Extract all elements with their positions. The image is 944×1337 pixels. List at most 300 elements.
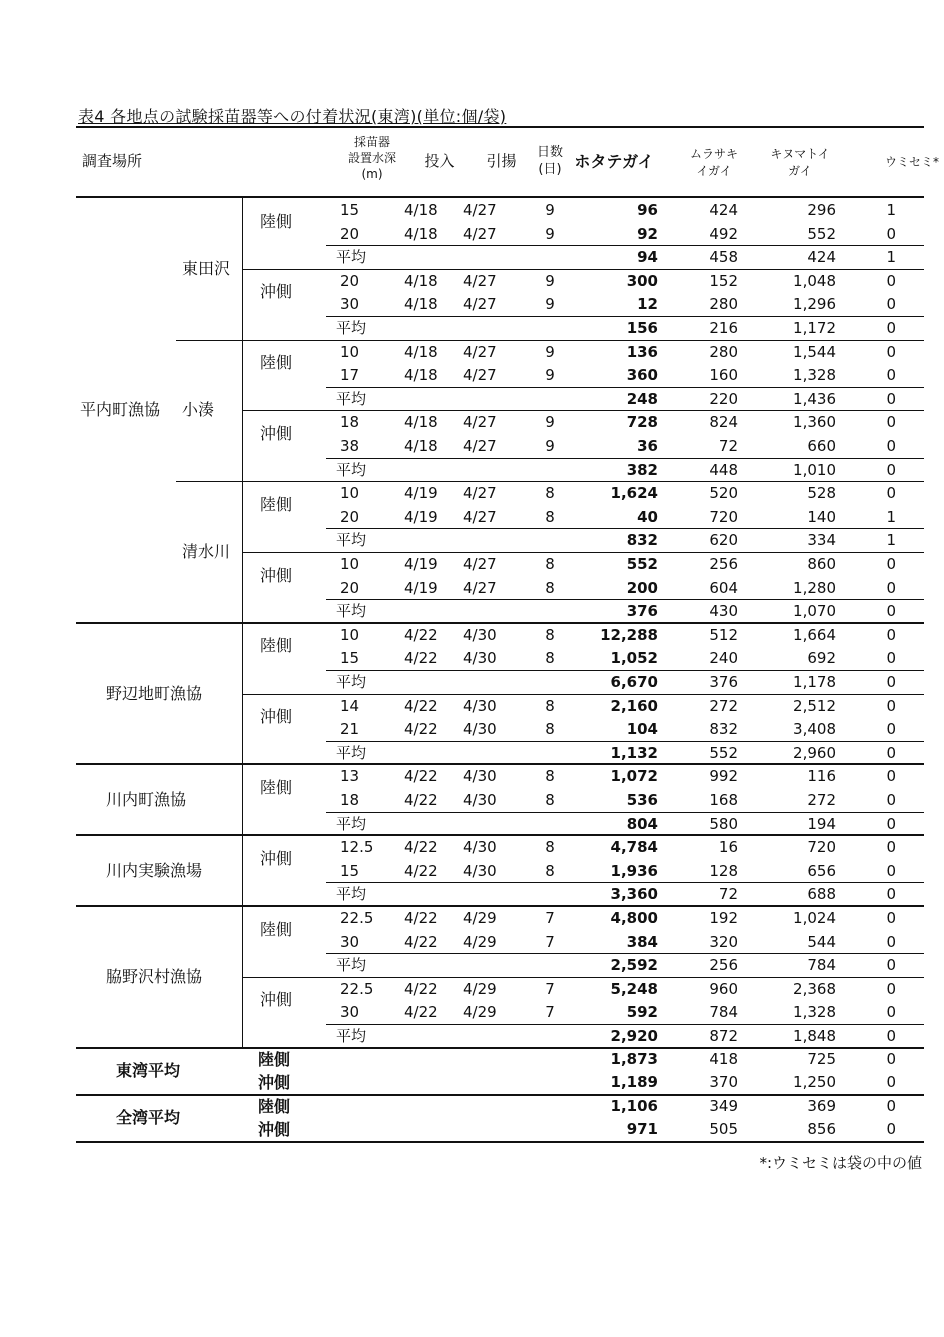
cell-depth: 22.5 [340, 979, 374, 998]
cell-murasaki: 280 [709, 295, 738, 314]
cell-murasaki: 160 [709, 366, 738, 385]
cell-depth: 22.5 [340, 909, 374, 927]
summary-side: 陸側 [258, 1049, 291, 1069]
side-label: 陸側 [260, 636, 293, 656]
side-rule [242, 410, 924, 411]
cell-umisemi: 0 [886, 342, 896, 361]
cell-hotate: 376 [626, 602, 658, 621]
avg-rule [326, 599, 924, 600]
side-vline [242, 977, 243, 1048]
cell-depth: 20 [340, 578, 360, 597]
cell-kinuma: 1,024 [793, 909, 836, 927]
cell-depth: 15 [340, 201, 360, 219]
side-rule [242, 977, 924, 978]
header-kinuma: キヌマトイ [770, 147, 830, 161]
cell-umisemi: 0 [886, 224, 896, 243]
cell-hotate: 592 [626, 1003, 658, 1022]
cell-kinuma: 424 [807, 248, 836, 267]
cell-depth: 20 [340, 224, 360, 243]
cell-kinuma: 194 [807, 814, 836, 833]
cell-kinuma: 2,368 [793, 979, 836, 998]
cell-umisemi: 0 [886, 602, 896, 621]
cell-hotate: 104 [626, 720, 658, 739]
avg-label: 平均 [336, 531, 367, 550]
avg-rule [326, 670, 924, 671]
cell-put-in: 4/22 [404, 1003, 438, 1022]
cell-pull-up: 4/27 [463, 413, 497, 432]
cell-umisemi: 0 [886, 767, 896, 786]
cell-murasaki: 580 [709, 814, 738, 833]
cell-murasaki: 220 [709, 389, 738, 408]
cell-umisemi: 0 [886, 366, 896, 385]
cell-days: 9 [545, 437, 555, 455]
cell-days: 8 [545, 720, 555, 739]
side-label: 陸側 [260, 353, 293, 373]
cell-hotate: 248 [626, 389, 658, 408]
cell-depth: 30 [340, 295, 360, 314]
cell-umisemi: 0 [886, 413, 896, 432]
cell-pull-up: 4/27 [463, 437, 497, 455]
cell-pull-up: 4/27 [463, 578, 497, 597]
cell-put-in: 4/22 [404, 861, 438, 880]
cell-depth: 13 [340, 767, 360, 786]
cell-umisemi: 0 [886, 932, 896, 951]
side-vline [242, 694, 243, 765]
header-umisemi: ウミセミ* [884, 155, 939, 169]
cell-umisemi: 0 [886, 979, 896, 998]
avg-label: 平均 [336, 319, 367, 337]
cell-hotate: 12,288 [600, 625, 658, 644]
avg-label: 平均 [336, 885, 367, 904]
cell-days: 7 [545, 909, 555, 927]
side-label: 陸側 [260, 919, 293, 939]
cell-depth: 38 [340, 437, 360, 455]
cell-hotate: 804 [626, 814, 658, 833]
cell-umisemi: 0 [886, 271, 896, 290]
cell-murasaki: 552 [709, 743, 738, 762]
cell-depth: 20 [340, 271, 360, 290]
cell-kinuma: 2,960 [793, 743, 836, 762]
cell-hotate: 12 [637, 295, 658, 314]
side-vline [242, 552, 243, 623]
cell-pull-up: 4/30 [463, 791, 497, 809]
cell-murasaki: 424 [709, 201, 738, 219]
cell-days: 9 [545, 366, 555, 385]
cell-pull-up: 4/27 [463, 224, 497, 243]
cell-kinuma: 1,664 [793, 625, 836, 644]
cell-murasaki: 824 [709, 413, 738, 432]
site-name: 東田沢 [182, 258, 231, 278]
cell-kinuma: 544 [807, 932, 836, 951]
cell-put-in: 4/22 [404, 720, 438, 739]
cell-kinuma: 692 [807, 649, 836, 668]
cell-hotate: 1,106 [610, 1096, 658, 1115]
cell-umisemi: 0 [886, 460, 896, 479]
cell-depth: 15 [340, 861, 360, 880]
cell-murasaki: 192 [709, 909, 738, 927]
avg-label: 平均 [336, 956, 367, 975]
group-name: 脇野沢村漁協 [106, 966, 203, 986]
cell-murasaki: 492 [709, 224, 738, 243]
cell-depth: 10 [340, 484, 360, 503]
cell-put-in: 4/18 [404, 413, 438, 432]
cell-hotate: 384 [626, 932, 658, 951]
cell-depth: 18 [340, 413, 360, 432]
cell-murasaki: 240 [709, 649, 738, 668]
summary-rule [76, 1141, 924, 1143]
cell-murasaki: 520 [709, 484, 738, 503]
cell-pull-up: 4/30 [463, 767, 497, 786]
cell-kinuma: 1,280 [793, 578, 836, 597]
cell-days: 9 [545, 295, 555, 314]
header-murasaki: ムラサキ [689, 147, 738, 161]
cell-murasaki: 256 [709, 555, 738, 573]
cell-put-in: 4/22 [404, 696, 438, 715]
cell-umisemi: 1 [886, 248, 896, 267]
cell-hotate: 1,052 [610, 649, 658, 668]
cell-kinuma: 1,070 [793, 602, 836, 621]
cell-murasaki: 152 [709, 271, 738, 290]
cell-umisemi: 0 [886, 1003, 896, 1022]
cell-kinuma: 1,296 [793, 295, 836, 314]
cell-days: 8 [545, 484, 555, 503]
cell-umisemi: 0 [886, 743, 896, 762]
cell-kinuma: 334 [807, 531, 836, 550]
cell-hotate: 36 [637, 437, 658, 455]
cell-kinuma: 725 [807, 1049, 836, 1068]
cell-kinuma: 528 [807, 484, 836, 503]
cell-murasaki: 512 [709, 625, 738, 644]
header-depth: 設置水深 [347, 151, 396, 165]
summary-side: 沖側 [258, 1120, 291, 1140]
cell-kinuma: 1,360 [793, 413, 836, 432]
cell-kinuma: 1,048 [793, 271, 836, 290]
table-title: 表4 各地点の試験採苗器等への付着状況(東湾)(単位:個/袋) [78, 107, 507, 126]
side-label: 陸側 [260, 211, 293, 231]
cell-kinuma: 860 [807, 555, 836, 573]
avg-label: 平均 [336, 814, 367, 833]
cell-pull-up: 4/29 [463, 932, 497, 951]
side-vline [242, 764, 243, 835]
cell-kinuma: 1,848 [793, 1027, 836, 1045]
cell-hotate: 728 [626, 413, 658, 432]
cell-pull-up: 4/27 [463, 342, 497, 361]
cell-hotate: 200 [626, 578, 658, 597]
avg-rule [326, 316, 924, 317]
cell-umisemi: 0 [886, 295, 896, 314]
cell-put-in: 4/18 [404, 295, 438, 314]
cell-kinuma: 296 [807, 201, 836, 219]
cell-put-in: 4/22 [404, 625, 438, 644]
footnote: *:ウミセミは袋の中の値 [759, 1154, 922, 1172]
cell-kinuma: 1,436 [793, 389, 836, 408]
avg-rule [326, 245, 924, 246]
cell-hotate: 94 [637, 248, 658, 267]
cell-put-in: 4/18 [404, 437, 438, 455]
cell-kinuma: 1,328 [793, 1003, 836, 1022]
cell-murasaki: 430 [709, 602, 738, 621]
cell-umisemi: 0 [886, 1096, 896, 1115]
side-label: 沖側 [260, 707, 293, 727]
cell-hotate: 300 [626, 271, 658, 290]
cell-hotate: 832 [626, 531, 658, 550]
cell-umisemi: 0 [886, 319, 896, 337]
cell-hotate: 4,784 [610, 838, 658, 857]
header-days: (日) [538, 162, 562, 177]
cell-umisemi: 1 [886, 201, 896, 219]
site-name: 清水川 [182, 542, 231, 561]
cell-kinuma: 3,408 [793, 720, 836, 739]
cell-kinuma: 1,250 [793, 1073, 836, 1092]
cell-hotate: 1,873 [610, 1049, 658, 1068]
cell-depth: 20 [340, 507, 360, 526]
cell-days: 9 [545, 271, 555, 290]
cell-murasaki: 418 [709, 1049, 738, 1068]
header-hotate: ホタテガイ [574, 152, 654, 171]
cell-depth: 10 [340, 555, 360, 573]
cell-kinuma: 116 [807, 767, 836, 786]
cell-put-in: 4/18 [404, 342, 438, 361]
cell-kinuma: 1,544 [793, 342, 836, 361]
cell-put-in: 4/22 [404, 791, 438, 809]
cell-umisemi: 0 [886, 696, 896, 715]
cell-put-in: 4/18 [404, 366, 438, 385]
cell-hotate: 5,248 [610, 979, 658, 998]
cell-murasaki: 620 [709, 531, 738, 550]
cell-murasaki: 376 [709, 673, 738, 691]
cell-put-in: 4/18 [404, 201, 438, 219]
cell-kinuma: 784 [807, 956, 836, 975]
cell-umisemi: 0 [886, 673, 896, 691]
side-label: 沖側 [260, 565, 293, 585]
cell-kinuma: 1,178 [793, 673, 836, 691]
cell-pull-up: 4/27 [463, 201, 497, 219]
cell-days: 9 [545, 413, 555, 432]
cell-kinuma: 2,512 [793, 696, 836, 715]
cell-murasaki: 72 [718, 437, 738, 455]
cell-murasaki: 256 [709, 956, 738, 975]
cell-murasaki: 604 [709, 578, 738, 597]
cell-put-in: 4/19 [404, 555, 438, 573]
cell-depth: 15 [340, 649, 360, 668]
cell-umisemi: 0 [886, 956, 896, 975]
cell-days: 8 [545, 861, 555, 880]
site-name: 小湊 [182, 400, 215, 420]
cell-put-in: 4/22 [404, 932, 438, 951]
cell-pull-up: 4/30 [463, 720, 497, 739]
cell-murasaki: 872 [709, 1027, 738, 1045]
cell-days: 8 [545, 555, 555, 573]
cell-umisemi: 0 [886, 791, 896, 809]
site-rule [176, 340, 924, 341]
side-vline [242, 340, 243, 411]
cell-days: 8 [545, 838, 555, 857]
cell-put-in: 4/19 [404, 484, 438, 503]
cell-kinuma: 688 [807, 885, 836, 904]
cell-pull-up: 4/30 [463, 696, 497, 715]
cell-umisemi: 0 [886, 1073, 896, 1092]
avg-label: 平均 [336, 673, 367, 691]
side-rule [242, 269, 924, 270]
avg-rule [326, 812, 924, 813]
cell-hotate: 92 [637, 224, 658, 243]
cell-hotate: 96 [637, 201, 658, 219]
avg-rule [326, 741, 924, 742]
cell-days: 8 [545, 767, 555, 786]
cell-pull-up: 4/30 [463, 861, 497, 880]
cell-depth: 10 [340, 625, 360, 644]
cell-kinuma: 1,010 [793, 460, 836, 479]
cell-depth: 12.5 [340, 838, 374, 857]
avg-label: 平均 [336, 460, 367, 479]
side-rule [242, 552, 924, 553]
avg-rule [326, 882, 924, 883]
cell-put-in: 4/19 [404, 578, 438, 597]
cell-kinuma: 1,328 [793, 366, 836, 385]
cell-days: 7 [545, 1003, 555, 1022]
cell-umisemi: 0 [886, 437, 896, 455]
cell-hotate: 1,189 [610, 1073, 658, 1092]
cell-days: 8 [545, 507, 555, 526]
side-label: 沖側 [260, 282, 293, 302]
header-pull-up: 引揚 [486, 152, 517, 170]
cell-pull-up: 4/27 [463, 271, 497, 290]
cell-umisemi: 1 [886, 531, 896, 550]
group-rule [76, 905, 924, 907]
data-table [76, 126, 939, 1149]
cell-pull-up: 4/30 [463, 649, 497, 668]
cell-umisemi: 0 [886, 720, 896, 739]
cell-hotate: 40 [637, 507, 658, 526]
cell-murasaki: 720 [709, 507, 738, 526]
cell-kinuma: 140 [807, 507, 836, 526]
avg-label: 平均 [336, 743, 367, 762]
cell-days: 8 [545, 625, 555, 644]
cell-hotate: 536 [626, 791, 658, 809]
side-vline [242, 835, 243, 906]
side-label: 陸側 [260, 494, 293, 514]
cell-kinuma: 272 [807, 791, 836, 809]
cell-pull-up: 4/27 [463, 555, 497, 573]
group-rule [76, 763, 924, 765]
cell-pull-up: 4/30 [463, 625, 497, 644]
cell-hotate: 971 [626, 1120, 658, 1139]
avg-label: 平均 [336, 248, 367, 267]
cell-put-in: 4/22 [404, 767, 438, 786]
cell-days: 9 [545, 342, 555, 361]
cell-umisemi: 0 [886, 555, 896, 573]
avg-rule [326, 1024, 924, 1025]
avg-rule [326, 953, 924, 954]
cell-put-in: 4/19 [404, 507, 438, 526]
avg-rule [326, 387, 924, 388]
cell-put-in: 4/22 [404, 649, 438, 668]
cell-hotate: 1,936 [610, 861, 658, 880]
cell-umisemi: 0 [886, 1027, 896, 1045]
cell-depth: 14 [340, 696, 360, 715]
cell-kinuma: 660 [807, 437, 836, 455]
header-kinuma: ガイ [788, 164, 812, 178]
cell-put-in: 4/22 [404, 909, 438, 927]
header-depth: (m) [361, 167, 383, 181]
cell-pull-up: 4/29 [463, 979, 497, 998]
side-vline [242, 198, 243, 269]
cell-put-in: 4/18 [404, 224, 438, 243]
cell-hotate: 1,624 [610, 484, 658, 503]
summary-name: 全湾平均 [116, 1108, 181, 1128]
cell-days: 9 [545, 224, 555, 243]
cell-murasaki: 16 [718, 838, 738, 857]
cell-hotate: 136 [626, 342, 658, 361]
cell-murasaki: 349 [709, 1096, 738, 1115]
cell-kinuma: 856 [807, 1120, 836, 1139]
cell-murasaki: 72 [718, 885, 738, 904]
cell-pull-up: 4/30 [463, 838, 497, 857]
summary-rule [76, 1094, 924, 1096]
cell-umisemi: 0 [886, 625, 896, 644]
cell-depth: 30 [340, 1003, 360, 1022]
cell-days: 7 [545, 932, 555, 951]
side-vline [242, 481, 243, 552]
cell-murasaki: 505 [709, 1120, 738, 1139]
cell-hotate: 1,072 [610, 767, 658, 786]
cell-kinuma: 552 [807, 224, 836, 243]
cell-put-in: 4/18 [404, 271, 438, 290]
header-days: 日数 [536, 145, 563, 160]
cell-depth: 10 [340, 342, 360, 361]
group-name: 川内町漁協 [106, 789, 187, 809]
group-rule [76, 622, 924, 624]
cell-depth: 30 [340, 932, 360, 951]
side-label: 沖側 [260, 848, 293, 868]
cell-put-in: 4/22 [404, 838, 438, 857]
cell-murasaki: 216 [709, 319, 738, 337]
cell-umisemi: 0 [886, 909, 896, 927]
cell-days: 9 [545, 201, 555, 219]
side-rule [242, 694, 924, 695]
cell-hotate: 6,670 [610, 673, 658, 691]
group-name: 野辺地町漁協 [106, 683, 203, 703]
cell-umisemi: 0 [886, 578, 896, 597]
side-label: 沖側 [260, 424, 293, 443]
cell-pull-up: 4/27 [463, 366, 497, 385]
cell-depth: 21 [340, 720, 360, 739]
cell-murasaki: 128 [709, 861, 738, 880]
cell-days: 8 [545, 696, 555, 715]
cell-hotate: 3,360 [610, 885, 658, 904]
header-place: 調査場所 [82, 152, 143, 170]
cell-days: 8 [545, 791, 555, 809]
cell-pull-up: 4/27 [463, 507, 497, 526]
cell-murasaki: 992 [709, 767, 738, 786]
cell-days: 7 [545, 979, 555, 998]
side-vline [242, 410, 243, 481]
cell-depth: 18 [340, 791, 360, 809]
cell-murasaki: 448 [709, 460, 738, 479]
cell-days: 8 [545, 649, 555, 668]
side-vline [242, 269, 243, 340]
cell-murasaki: 280 [709, 342, 738, 361]
cell-kinuma: 720 [807, 838, 836, 857]
avg-rule [326, 458, 924, 459]
cell-umisemi: 1 [886, 507, 896, 526]
cell-umisemi: 0 [886, 838, 896, 857]
cell-umisemi: 0 [886, 389, 896, 408]
summary-name: 東湾平均 [116, 1061, 181, 1081]
cell-days: 8 [545, 578, 555, 597]
cell-pull-up: 4/27 [463, 295, 497, 314]
cell-murasaki: 320 [709, 932, 738, 951]
